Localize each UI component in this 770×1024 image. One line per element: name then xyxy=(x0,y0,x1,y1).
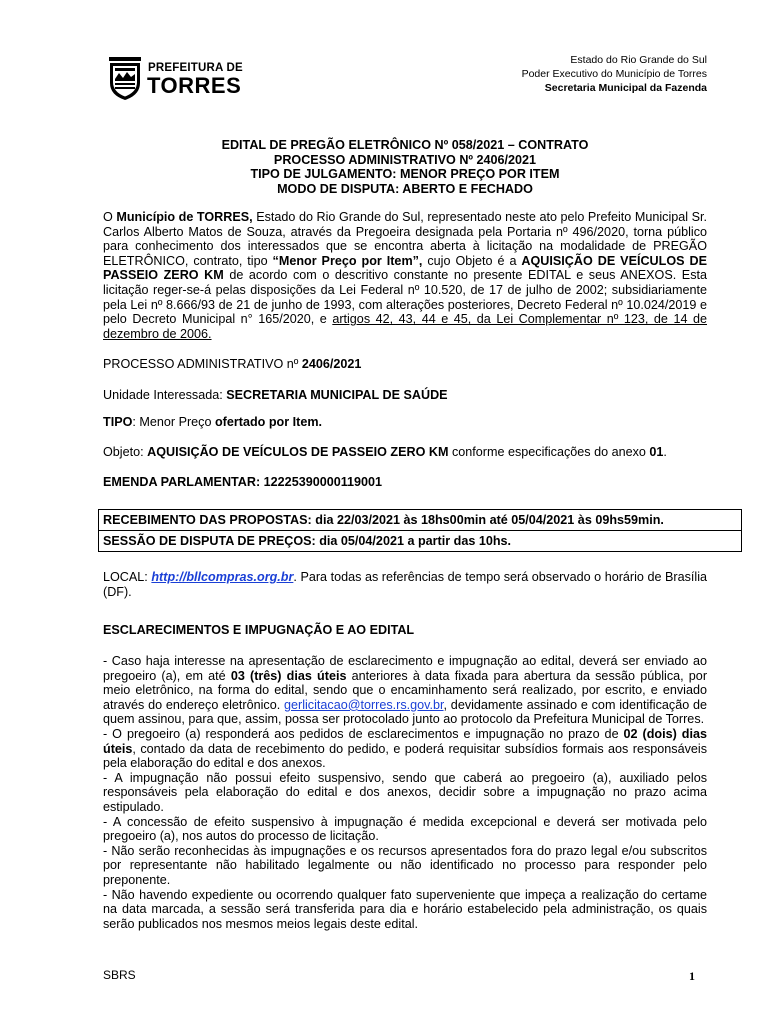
objeto-value: AQUISIÇÃO DE VEÍCULOS DE PASSEIO ZERO KM xyxy=(147,445,449,459)
coat-of-arms-icon xyxy=(106,57,144,101)
intro-object: AQUISIÇÃO DE VEÍCULOS DE PASSEIO ZERO KM xyxy=(103,253,707,283)
intro-text: de acordo com o descritivo constante no presente EDITAL e seus ANEXOS. Esta licitação reger-se-á pelas disposições da Lei Federal nº 10.520, de 17 de julho de 2002; subsidiariamente pela Lei nº 8.666/93 de 21 de junho de 1993, com alterações posteriores, Decreto Federal nº 10.024/2019 e pelo Decreto Municipal n° 165/2020, e xyxy=(103,268,708,327)
objeto-label: Objeto: xyxy=(103,445,148,459)
clause-3: - A impugnação não possui efeito suspensivo, sendo que caberá ao pregoeiro (a), auxiliado pelos responsáveis pela elaboração do edital e dos anexos, decidir sobre a impugnação no prazo acima estipulado. xyxy=(103,770,707,814)
local-paragraph xyxy=(103,570,707,599)
intro-municipality: Município de TORRES, xyxy=(116,210,253,224)
logo-line1: PREFEITURA DE xyxy=(148,62,243,74)
emenda-line: EMENDA PARLAMENTAR: 12225390000119001 xyxy=(103,475,383,489)
intro-type: “Menor Preço por Item”, xyxy=(272,253,423,268)
title-line2: PROCESSO ADMINISTRATIVO Nº 2406/2021 xyxy=(273,152,537,167)
clause-text: - O pregoeiro (a) responderá aos pedidos de esclarecimentos e impugnação no prazo de xyxy=(103,726,624,741)
process-line xyxy=(103,357,713,372)
header-secretariat: Secretaria Municipal da Fazenda xyxy=(544,82,707,94)
email-link[interactable]: gerlicitacao@torres.rs.gov.br xyxy=(284,697,444,712)
header-info xyxy=(522,53,707,95)
proposals-row: RECEBIMENTO DAS PROPOSTAS: dia 22/03/2021 às 18hs00min até 05/04/2021 às 09hs59min. xyxy=(99,510,741,531)
section-title: ESCLARECIMENTOS E IMPUGNAÇÃO E AO EDITAL xyxy=(103,623,415,637)
clause-text: , contado da data de recebimento do pedido, e poderá requisitar subsídios formais aos responsáveis pela elaboração do edital e dos anexos. xyxy=(103,741,707,771)
intro-articles: artigos 42, 43, 44 e 45, da Lei Complementar nº 123, de 14 de dezembro de 2006. xyxy=(103,312,707,341)
objeto-dot: . xyxy=(663,445,667,459)
objeto-rest: conforme especificações do anexo xyxy=(448,445,650,459)
page-number: 1 xyxy=(689,969,695,983)
tipo-label: TIPO xyxy=(103,415,133,429)
unit-value: SECRETARIA MUNICIPAL DE SAÚDE xyxy=(226,388,448,402)
local-rest: . Para todas as referências de tempo será observado o horário de Brasília (DF). xyxy=(103,570,708,599)
intro-text: cujo Objeto é a xyxy=(422,253,522,268)
session-row: SESSÃO DE DISPUTA DE PREÇOS: dia 05/04/2021 a partir das 10hs. xyxy=(103,534,512,548)
clause-deadline: 02 (dois) dias úteis xyxy=(103,726,707,756)
title-line1: EDITAL DE PREGÃO ELETRÔNICO Nº 058/2021 – CONTRATO xyxy=(221,138,589,152)
objeto-annex: 01 xyxy=(649,445,664,459)
process-label: PROCESSO ADMINISTRATIVO nº xyxy=(103,357,302,371)
footer-code: SBRS xyxy=(103,968,136,982)
bllcompras-link[interactable]: http://bllcompras.org.br xyxy=(151,570,294,584)
unit-label: Unidade Interessada: xyxy=(103,388,227,402)
dates-box xyxy=(98,509,742,552)
clause-deadline: 03 (três) dias úteis xyxy=(230,668,347,683)
header-power: Poder Executivo do Município de Torres xyxy=(521,68,707,80)
clause-4: - A concessão de efeito suspensivo à impugnação é medida excepcional e deverá ser motivada pelo pregoeiro (a), nos autos do processo de licitação. xyxy=(103,814,707,844)
clauses-block xyxy=(103,654,707,931)
title-line3: TIPO DE JULGAMENTO: MENOR PREÇO POR ITEM xyxy=(250,167,560,181)
clause-text: - Caso haja interesse na apresentação de esclarecimento e impugnação ao edital, deverá ser enviado ao pregoeiro (a), em até xyxy=(103,654,707,683)
intro-text: O xyxy=(103,210,117,224)
clause-1 xyxy=(103,654,707,727)
objeto-line xyxy=(103,445,713,460)
tipo-line xyxy=(103,415,713,430)
intro-paragraph xyxy=(103,210,707,341)
prefeitura-logo xyxy=(104,56,244,102)
clause-text: , devidamente assinado e com identificação de quem assinou, para que, assim, possa ser protocolado junto ao protocolo da Prefeitura Municipal de Torres. xyxy=(103,697,707,727)
unit-line xyxy=(103,388,713,403)
logo-line2: TORRES xyxy=(147,73,242,98)
tipo-value: : Menor Preço xyxy=(132,415,215,429)
clause-6: - Não havendo expediente ou ocorrendo qualquer fato superveniente que impeça a realização do certame na data marcada, a sessão será transferida para dia e horário estabelecido pela administração, os quais serão publicados nos mesmos meios legais deste edital. xyxy=(103,887,707,931)
document-title xyxy=(100,138,710,196)
tipo-value-bold: ofertado por Item. xyxy=(214,415,323,429)
clause-text: anteriores à data fixada para abertura da sessão pública, por meio eletrônico, na forma do edital, sendo que o encaminhamento será realizado, por escrito, e enviado através do endereço eletrônico. xyxy=(103,668,708,712)
local-label: LOCAL: xyxy=(103,570,152,584)
title-line4: MODO DE DISPUTA: ABERTO E FECHADO xyxy=(277,181,533,196)
header-state: Estado do Rio Grande do Sul xyxy=(570,54,707,66)
intro-text: Estado do Rio Grande do Sul, representado neste ato pelo Prefeito Municipal Sr. Carlos Alberto Matos de Souza, através da Pregoeira designada pela Portaria nº 496/2020, torna público para conhecimento dos interessados que se encontra aberta à licitação na modalidade de PREGÃO ELETRÔNICO, contrato, tipo xyxy=(103,210,707,268)
clause-2 xyxy=(103,727,707,771)
process-value: 2406/2021 xyxy=(301,357,362,371)
clause-5: - Não serão reconhecidas às impugnações e os recursos apresentados fora do prazo legal e/ou subscritos por representante não habilitado legalmente ou não identificado no processo para responder pelo preponente. xyxy=(103,843,707,887)
